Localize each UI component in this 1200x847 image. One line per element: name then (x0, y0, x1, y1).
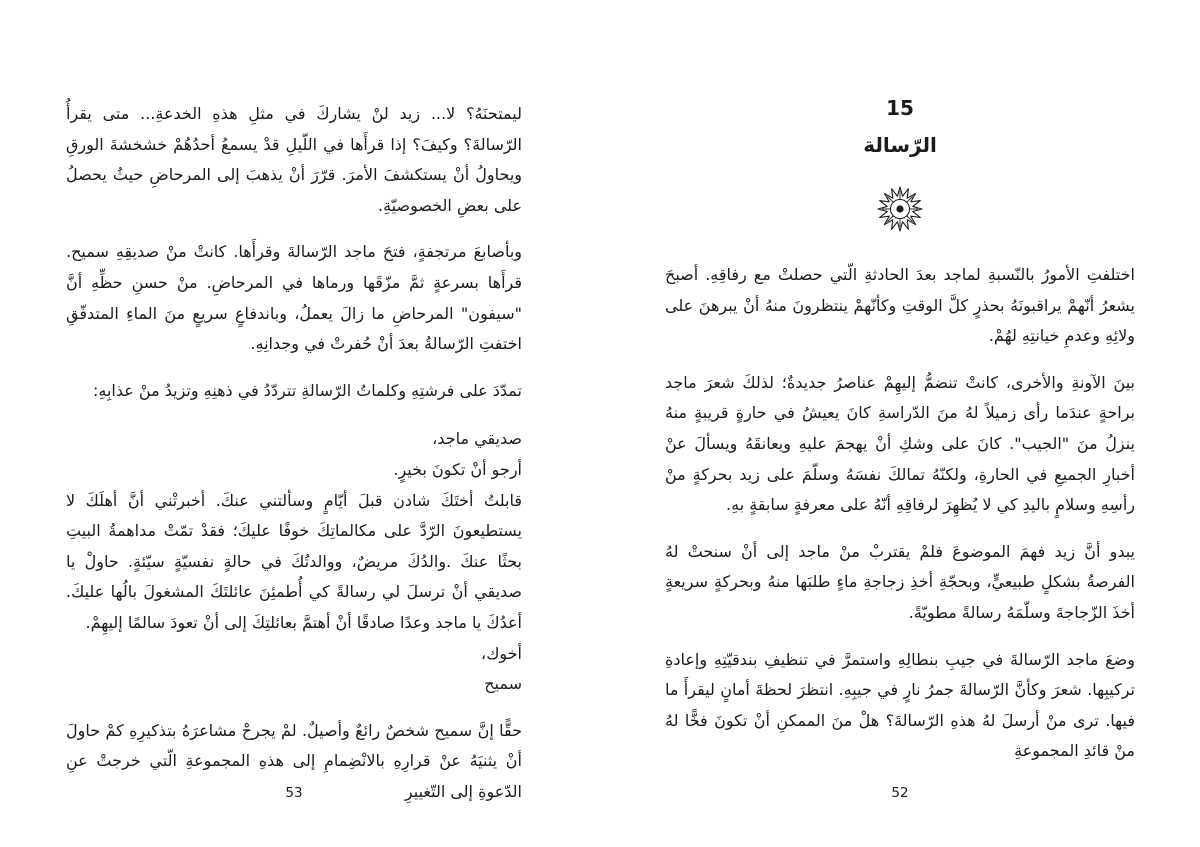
left-page (66, 99, 522, 807)
letter-greeting: أرجو أنْ تكونَ بخيرٍ. (393, 459, 522, 479)
paragraph: يبدو أنَّ زيد فهمَ الموضوعَ فلمْ يقتربْ منْ ماجد إلى أنْ سنحتْ لهُ الفرصةُ بشكلٍ طبيعيٍّ، وبحجّةِ أخذِ زجاجةِ ماءٍ طلبَها منهُ وبحركةٍ سريعةٍ أخذَ الزّجاجةَ وسلّمَهُ رسالةً مطويّةً. (665, 541, 1135, 622)
right-page-text (665, 260, 1135, 767)
paragraph: تمدّدَ على فرشتِهِ وكلماتُ الرّسالةِ تتردّدُ في ذهنِهِ وتزيدُ منْ عذابِهِ: (93, 380, 522, 400)
rosette-ornament-icon (876, 199, 924, 218)
chapter-number: 15 (886, 96, 914, 120)
letter-block (66, 424, 522, 699)
paragraph: ليمتحنَهُ؟ لا... زيد لنْ يشاركَ في مثلِ هذهِ الخدعةِ... متى يقرأُ الرّسالةَ؟ وكيفَ؟ إذا قرأَها في اللّيلِ قدْ يسمعُ أحدُهُمْ خشخشةَ الورقِ ويحاولُ أنْ يستكشفَ الأمرَ. قرّرَ أنْ يذهبَ إلى المرحاضِ حيثُ يحصلُ على بعضِ الخصوصيّةِ. (66, 104, 522, 215)
chapter-title: الرّسالة (863, 133, 937, 157)
letter-closing: أخوك، (481, 643, 522, 663)
paragraph: اختلفتِ الأمورُ بالنّسبةِ لماجد بعدَ الحادثةِ الّتي حصلتْ مع رفاقِهِ. أصبحَ يشعرُ أنّهمْ يراقبونَهُ بحذرٍ كلَّ الوقتِ وكأنّهمْ ينتظرونَ منهُ أنْ يبرهنَ على ولائِهِ وعدمِ خيانتِهِ لهُمْ. (665, 265, 1135, 346)
paragraph: حقًّا إنَّ سميح شخصٌ رائعٌ وأصيلٌ. لمْ يجرحْ مشاعرَهُ بتذكيرِهِ كمْ حاولَ أنْ يثنيَهُ عنْ قرارِهِ بالانْضِمامِ إلى هذهِ المجموعةِ الّتي خرجتْ عنِ الدّعوةِ إلى التّغييرِ (66, 720, 522, 801)
letter-salutation: صديقي ماجد، (432, 429, 522, 449)
page-number-right: 52 (891, 785, 909, 801)
chapter-ornament (665, 185, 1135, 233)
page-number-left: 53 (285, 785, 303, 801)
paragraph: وضعَ ماجد الرّسالةَ في جيبِ بنطالِهِ واستمرَّ في تنظيفِ بندقيّتِهِ وإعادةِ تركيبِها. شعرَ وكأنَّ الرّسالةَ جمرُ نارٍ في جيبِهِ. انتظرَ لحظةَ أمانٍ ليقرأَ ما فيها. ترى منْ أرسلَ لهُ هذهِ الرّسالةَ؟ هلْ منَ الممكنِ أنْ تكونَ فخًّا لهُ منْ قائدِ المجموعةِ (665, 649, 1135, 761)
right-page (665, 95, 1135, 767)
letter-signature: سميح (484, 674, 522, 694)
paragraph: بينَ الآونةِ والأخرى، كانتْ تنضمُّ إليهِمْ عناصرُ جديدةٌ؛ لذلكَ شعرَ ماجد براحةٍ عندَما رأى زميلاً لهُ منَ الدّراسةِ كانَ يعيشُ في حارةٍ قريبةٍ منهُ ينزلُ منَ "الجيب". كانَ على وشكِ أنْ يهجمَ عليهِ ويعانقَهُ ويسألَ عنْ أخبارِ الجميعِ في الحارةِ، ولكنّهُ تمالكَ نفسَهُ وسلّمَ على زيد بحركةٍ منْ رأسِهِ وسلامٍ باليدِ كي لا يُظهِرَ لرفاقِهِ أنّهُ على معرفةٍ سابقةٍ بهِ. (665, 372, 1135, 515)
letter-body: قابلتُ أختَكَ شادن قبلَ أيّامٍ وسألتني عنكَ. أخبرتْني أنَّ أهلَكَ لا يستطيعونَ الرّدَّ على مكالماتِكَ خوفًا عليكَ؛ فقدْ تمّتْ مداهمةُ البيتِ بحثًا عنكَ .والدُكَ مريضٌ، ووالدتُكَ في حالةٍ نفسيّةٍ سيّئةٍ. حاولْ يا صديقي أنْ ترسلَ لي رسالةً كي أُطمئِنَ عائلتَكَ المشغولَ بالُها عليكَ. أعدُكَ يا ماجد وعدًا صادقًا أنْ أهتمَّ بعائلتِكَ إلى أنْ تعودَ سالمًا إليهِمْ. (66, 490, 522, 632)
paragraph: وبأصابعَ مرتجفةٍ، فتحَ ماجد الرّسالةَ وقرأَها. كانتْ منْ صديقِهِ سميح. قرأَها بسرعةٍ ثمَّ مزّقَها ورماها في المرحاضِ. منْ حسنِ حظِّهِ أنَّ "سيفون" المرحاضِ ما زالَ يعملُ، وباندفاعٍ سريعٍ منَ الماءِ المتدفّقِ اختفتِ الرّسالةُ بعدَ أنْ حُفرتْ في وجدانِهِ. (66, 242, 522, 354)
